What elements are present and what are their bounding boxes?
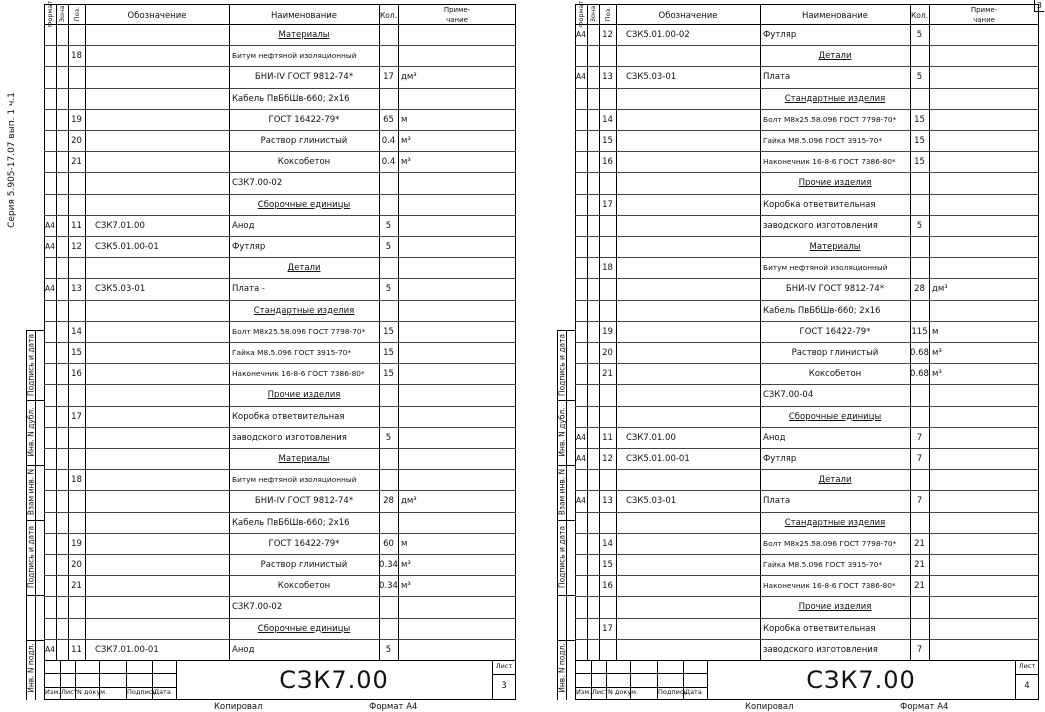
cell-name: Плата <box>763 72 791 83</box>
cell-qty: 5 <box>916 30 923 40</box>
cell-pos: 14 <box>602 538 613 549</box>
cell-qty: 15 <box>383 348 394 358</box>
column-divider <box>616 4 617 660</box>
cell-qty: 0.68 <box>910 348 929 358</box>
row-divider <box>44 300 516 301</box>
cell-name: заводского изготовления <box>232 432 347 443</box>
row-divider <box>44 384 516 385</box>
row-divider <box>575 427 1039 428</box>
row-divider <box>575 194 1039 195</box>
cell-name: Коксобетон <box>277 157 331 168</box>
side-inv-podl: Инв. N подл. <box>557 643 567 693</box>
header-pos: Поз. <box>72 6 81 22</box>
cell-qty: 7 <box>916 644 923 655</box>
header-zone: Зона <box>589 5 597 23</box>
column-divider <box>56 4 57 660</box>
sheet-number: 3 <box>501 681 507 691</box>
cell-pos: 11 <box>71 644 82 655</box>
cell-name: БНИ-IV ГОСТ 9812-74* <box>254 496 354 507</box>
cell-qty: 5 <box>385 644 392 655</box>
row-divider <box>44 88 516 89</box>
sheet-number-label: Лист <box>1018 662 1036 670</box>
column-divider <box>229 4 230 660</box>
cell-format: А4 <box>45 284 55 294</box>
cell-qty: 5 <box>385 432 392 443</box>
cell-note: м³ <box>401 157 411 168</box>
cell-pos: 20 <box>602 348 613 358</box>
cell-pos: 13 <box>602 72 613 83</box>
cell-name: ГОСТ 16422-79* <box>799 326 871 337</box>
cell-name: Наконечник 16-8-6 ГОСТ 7386-80* <box>763 581 896 591</box>
cell-name: Раствор глинистый <box>791 348 879 358</box>
cell-pos: 18 <box>71 475 82 486</box>
cell-name: Детали <box>818 475 852 486</box>
cell-qty: 21 <box>914 538 925 549</box>
drawing-code: СЗК7.00 <box>279 666 389 694</box>
row-divider <box>44 342 516 343</box>
footer-format: Формат А4 <box>369 702 418 712</box>
title-block-top <box>44 660 516 661</box>
cell-designation: СЗК7.01.00-01 <box>95 644 159 655</box>
side-inv-dubl: Инв. N дубл. <box>557 407 567 457</box>
row-divider <box>44 109 516 110</box>
cell-pos: 21 <box>71 581 82 592</box>
row-divider <box>575 363 1039 364</box>
sheet-right <box>527 0 1045 711</box>
cell-name: Стандартные изделия <box>784 517 886 528</box>
cell-name: Анод <box>763 432 786 443</box>
row-divider <box>575 88 1039 89</box>
row-divider <box>575 639 1039 640</box>
cell-designation: СЗК5.01.00-01 <box>95 242 159 252</box>
side-strip-row <box>557 465 575 466</box>
cell-note: м <box>932 326 939 337</box>
cell-qty: 0.68 <box>910 369 929 380</box>
cell-qty: 17 <box>383 72 394 83</box>
side-strip-row <box>557 640 575 641</box>
cell-format: А4 <box>45 644 55 654</box>
row-divider <box>44 151 516 152</box>
cell-pos: 16 <box>602 157 613 168</box>
cell-pos: 18 <box>602 263 613 274</box>
row-divider <box>575 342 1039 343</box>
cell-note: дм³ <box>401 496 417 507</box>
row-divider <box>44 257 516 258</box>
cell-name: Раствор глинистый <box>260 136 348 146</box>
cell-pos: 15 <box>71 348 82 358</box>
row-divider <box>575 490 1039 491</box>
header-name: Наименование <box>801 11 869 21</box>
row-divider <box>575 130 1039 131</box>
cell-qty: 15 <box>914 114 925 125</box>
cell-pos: 13 <box>71 284 82 295</box>
cell-format: А4 <box>45 220 55 230</box>
cell-name: Сборочные единицы <box>788 411 882 422</box>
row-divider <box>44 490 516 491</box>
series-label: Серия 5.905-17.07 вып. 1 ч.1 <box>7 92 17 228</box>
cell-name: Раствор глинистый <box>260 560 348 570</box>
cell-name: Плата <box>763 496 791 507</box>
cell-name: БНИ-IV ГОСТ 9812-74* <box>254 72 354 83</box>
cell-format: А4 <box>576 432 586 442</box>
row-divider <box>575 109 1039 110</box>
cell-name: Битум нефтяной изоляционный <box>232 51 357 61</box>
cell-note: м³ <box>932 369 942 380</box>
row-divider <box>44 596 516 597</box>
title-block-row <box>575 673 707 674</box>
cell-pos: 18 <box>71 51 82 62</box>
cell-qty: 115 <box>911 326 928 337</box>
cell-format: А4 <box>576 72 586 82</box>
row-divider <box>44 172 516 173</box>
row-divider <box>575 215 1039 216</box>
cell-name: Гайка М8.5.096 ГОСТ 3915-70* <box>763 560 883 569</box>
side-strip-row <box>26 520 44 521</box>
cell-name: Гайка М8.5.096 ГОСТ 3915-70* <box>232 348 352 357</box>
cell-name: Материалы <box>278 30 330 40</box>
cell-name: Футляр <box>232 242 266 252</box>
cell-qty: 0.34 <box>379 581 398 592</box>
header-divider <box>575 24 1039 25</box>
row-divider <box>575 469 1039 470</box>
cell-pos: 19 <box>71 538 82 549</box>
header-qty: Кол. <box>379 11 398 20</box>
row-divider <box>575 618 1039 619</box>
cell-note: м <box>401 114 408 125</box>
cell-designation: СЗК5.03-01 <box>626 496 677 507</box>
title-list: Лист <box>592 687 609 696</box>
row-divider <box>575 172 1039 173</box>
cell-qty: 15 <box>383 326 394 337</box>
row-divider <box>44 554 516 555</box>
row-divider <box>44 639 516 640</box>
cell-name: Наконечник 16-8-6 ГОСТ 7386-80* <box>232 369 365 379</box>
column-divider <box>68 4 69 660</box>
row-divider <box>575 151 1039 152</box>
footer-kopiroval: Копировал <box>214 702 263 712</box>
side-inv-podl: Инв. N подл. <box>26 643 36 693</box>
cell-pos: 17 <box>602 623 613 634</box>
side-vzam: Взам инв. N <box>557 468 567 516</box>
cell-pos: 11 <box>602 432 613 443</box>
header-divider <box>44 24 516 25</box>
cell-pos: 12 <box>602 30 613 40</box>
header-designation: Обозначение <box>658 11 718 21</box>
side-strip-row <box>557 400 575 401</box>
row-divider <box>575 278 1039 279</box>
header-format: Формат <box>577 0 585 28</box>
row-divider <box>575 300 1039 301</box>
footer-format: Формат А4 <box>900 702 949 712</box>
row-divider <box>44 321 516 322</box>
sheet-left <box>0 0 522 711</box>
cell-qty: 65 <box>383 114 394 125</box>
header-qty: Кол. <box>910 11 929 20</box>
sheet-number-col <box>492 660 493 700</box>
side-strip-row <box>26 640 44 641</box>
header-note-2: чание <box>973 16 995 24</box>
row-divider <box>575 575 1039 576</box>
cell-note: м³ <box>401 560 411 570</box>
row-divider <box>44 448 516 449</box>
cell-pos: 12 <box>602 454 613 464</box>
side-podpis-data: Подпись и дата <box>26 333 36 397</box>
row-divider <box>575 384 1039 385</box>
cell-name: Битум нефтяной изоляционный <box>763 263 888 273</box>
cell-format: А4 <box>45 242 55 251</box>
column-divider <box>760 4 761 660</box>
cell-name: Коксобетон <box>277 581 331 592</box>
cell-name: Болт М8х25.58.096 ГОСТ 7798-70* <box>763 538 897 548</box>
cell-name: Сборочные единицы <box>257 199 351 210</box>
cell-name: Кабель ПвБбШв-660; 2х16 <box>763 305 881 316</box>
cell-qty: 5 <box>916 220 923 231</box>
side-strip-row <box>557 595 575 596</box>
cell-pos: 15 <box>602 136 613 146</box>
cell-note: дм³ <box>932 284 948 295</box>
row-divider <box>575 533 1039 534</box>
cell-name: СЗК7.00-02 <box>232 178 283 189</box>
cell-qty: 0.4 <box>381 136 396 146</box>
cell-pos: 14 <box>602 114 613 125</box>
cell-pos: 11 <box>71 220 82 231</box>
cell-name: Прочие изделия <box>267 390 341 401</box>
title-block-row <box>44 673 176 674</box>
row-divider <box>575 406 1039 407</box>
title-block-top <box>575 660 1039 661</box>
row-divider <box>575 66 1039 67</box>
cell-format: А4 <box>576 30 586 39</box>
title-ndok: N докум. <box>608 687 639 696</box>
cell-name: Материалы <box>809 242 861 252</box>
row-divider <box>575 448 1039 449</box>
cell-designation: СЗК7.01.00 <box>626 432 676 443</box>
cell-name: заводского изготовления <box>763 644 878 655</box>
title-data: Дата <box>154 687 171 696</box>
row-divider <box>44 194 516 195</box>
header-note-2: чание <box>446 16 468 24</box>
title-izm: Изм. <box>45 687 61 696</box>
side-vzam: Взам инв. N <box>26 468 36 516</box>
cell-name: СЗК7.00-02 <box>232 602 283 613</box>
cell-name: ГОСТ 16422-79* <box>268 538 340 549</box>
row-divider <box>44 45 516 46</box>
cell-name: Стандартные изделия <box>253 305 355 316</box>
side-strip-row <box>26 330 44 331</box>
header-designation: Обозначение <box>127 11 187 21</box>
column-divider <box>398 4 399 660</box>
cell-qty: 0.4 <box>381 157 396 168</box>
cell-qty: 60 <box>383 538 394 549</box>
row-divider <box>44 406 516 407</box>
side-strip-row <box>557 330 575 331</box>
header-note-1: Приме- <box>443 6 471 14</box>
cell-pos: 14 <box>71 326 82 337</box>
cell-name: Наконечник 16-8-6 ГОСТ 7386-80* <box>763 157 896 167</box>
header-format: Формат <box>46 0 54 28</box>
cell-name: Анод <box>232 644 255 655</box>
sheet-number: 4 <box>1024 681 1030 691</box>
side-podpis-data-2: Подпись и дата <box>26 525 36 589</box>
cell-qty: 15 <box>914 136 925 146</box>
row-divider <box>44 533 516 534</box>
title-block-col <box>707 660 708 700</box>
sheet-number-label: Лист <box>495 662 513 670</box>
header-pos: Поз. <box>603 6 612 22</box>
sheet-number-row <box>1015 674 1039 675</box>
cell-note: м³ <box>932 348 942 358</box>
cell-pos: 20 <box>71 136 82 146</box>
cell-designation: СЗК5.03-01 <box>626 72 677 83</box>
side-strip-row <box>26 400 44 401</box>
row-divider <box>575 596 1039 597</box>
cell-name: Болт М8х25.58.096 ГОСТ 7798-70* <box>232 326 366 336</box>
title-data: Дата <box>685 687 702 696</box>
title-podp: Подпись <box>127 687 157 696</box>
side-strip-row <box>26 595 44 596</box>
sheet-number-col <box>1015 660 1016 700</box>
cell-qty: 5 <box>385 284 392 295</box>
cell-pos: 19 <box>71 114 82 125</box>
cell-qty: 15 <box>383 369 394 380</box>
title-izm: Изм. <box>576 687 592 696</box>
cell-pos: 21 <box>602 369 613 380</box>
cell-pos: 17 <box>71 411 82 422</box>
column-divider <box>929 4 930 660</box>
cell-name: Прочие изделия <box>798 602 872 613</box>
row-divider <box>44 427 516 428</box>
cell-qty: 5 <box>385 242 392 252</box>
cell-name: Сборочные единицы <box>257 623 351 634</box>
column-divider <box>599 4 600 660</box>
cell-pos: 16 <box>71 369 82 380</box>
title-podp: Подпись <box>658 687 688 696</box>
cell-name: Детали <box>287 263 321 274</box>
cell-name: БНИ-IV ГОСТ 9812-74* <box>785 284 885 295</box>
cell-name: Стандартные изделия <box>784 93 886 104</box>
cell-qty: 21 <box>914 581 925 592</box>
cell-designation: СЗК5.01.00-02 <box>626 30 690 40</box>
cell-note: м <box>401 538 408 549</box>
cell-name: Анод <box>232 220 255 231</box>
cell-name: Кабель ПвБбШв-660; 2х16 <box>232 93 350 104</box>
cell-name: Прочие изделия <box>798 178 872 189</box>
row-divider <box>575 321 1039 322</box>
title-list: Лист <box>61 687 78 696</box>
cell-qty: 21 <box>914 560 925 570</box>
cell-pos: 20 <box>71 560 82 570</box>
row-divider <box>44 236 516 237</box>
cell-note: дм³ <box>401 72 417 83</box>
cell-name: заводского изготовления <box>763 220 878 231</box>
row-divider <box>575 45 1039 46</box>
cell-name: Коксобетон <box>808 369 862 380</box>
cell-designation: СЗК5.03-01 <box>95 284 146 295</box>
cell-name: Гайка М8.5.096 ГОСТ 3915-70* <box>763 136 883 145</box>
cell-name: Футляр <box>763 30 797 40</box>
cell-qty: 7 <box>916 454 923 464</box>
cell-pos: 16 <box>602 581 613 592</box>
row-divider <box>575 236 1039 237</box>
cell-pos: 15 <box>602 560 613 570</box>
row-divider <box>575 554 1039 555</box>
cell-name: Коробка ответвительная <box>763 623 876 634</box>
cell-pos: 17 <box>602 199 613 210</box>
sheet-number-row <box>492 674 516 675</box>
cell-name: Материалы <box>278 454 330 464</box>
cell-name: Детали <box>818 51 852 62</box>
cell-format: А4 <box>576 454 586 463</box>
side-podpis-data-2: Подпись и дата <box>557 525 567 589</box>
row-divider <box>44 278 516 279</box>
cell-designation: СЗК7.01.00 <box>95 220 145 231</box>
cell-pos: 19 <box>602 326 613 337</box>
header-note-1: Приме- <box>970 6 998 14</box>
cell-name: Коробка ответвительная <box>232 411 345 422</box>
cell-qty: 7 <box>916 496 923 507</box>
row-divider <box>44 215 516 216</box>
cell-name: Битум нефтяной изоляционный <box>232 475 357 485</box>
cell-qty: 0.34 <box>379 560 398 570</box>
cell-name: Футляр <box>763 454 797 464</box>
row-divider <box>44 512 516 513</box>
row-divider <box>44 66 516 67</box>
cell-name: Коробка ответвительная <box>763 199 876 210</box>
cell-name: СЗК7.00-04 <box>763 390 814 401</box>
cell-note: м³ <box>401 136 411 146</box>
column-divider <box>85 4 86 660</box>
cell-name: ГОСТ 16422-79* <box>268 114 340 125</box>
drawing-code: СЗК7.00 <box>806 666 916 694</box>
cell-name: Кабель ПвБбШв-660; 2х16 <box>232 517 350 528</box>
cell-qty: 5 <box>916 72 923 83</box>
cell-name: Болт М8х25.58.096 ГОСТ 7798-70* <box>763 114 897 124</box>
header-zone: Зона <box>58 5 66 23</box>
side-strip-row <box>557 520 575 521</box>
cell-qty: 15 <box>914 157 925 168</box>
cell-pos: 21 <box>71 157 82 168</box>
cell-qty: 28 <box>383 496 394 507</box>
side-inv-dubl: Инв. N дубл. <box>26 407 36 457</box>
row-divider <box>44 130 516 131</box>
row-divider <box>44 363 516 364</box>
row-divider <box>575 512 1039 513</box>
header-name: Наименование <box>270 11 338 21</box>
title-ndok: N докум. <box>77 687 108 696</box>
side-podpis-data: Подпись и дата <box>557 333 567 397</box>
title-block-col <box>176 660 177 700</box>
corner-page-mark: 3 <box>1034 0 1044 12</box>
cell-designation: СЗК5.01.00-01 <box>626 454 690 464</box>
row-divider <box>44 575 516 576</box>
cell-pos: 12 <box>71 242 82 252</box>
cell-name: Плата - <box>232 284 265 295</box>
side-strip-row <box>26 465 44 466</box>
cell-note: м³ <box>401 581 411 592</box>
row-divider <box>44 618 516 619</box>
cell-format: А4 <box>576 496 586 506</box>
cell-qty: 28 <box>914 284 925 295</box>
cell-qty: 5 <box>385 220 392 231</box>
footer-kopiroval: Копировал <box>745 702 794 712</box>
cell-qty: 7 <box>916 432 923 443</box>
cell-pos: 13 <box>602 496 613 507</box>
row-divider <box>575 257 1039 258</box>
row-divider <box>44 469 516 470</box>
column-divider <box>587 4 588 660</box>
